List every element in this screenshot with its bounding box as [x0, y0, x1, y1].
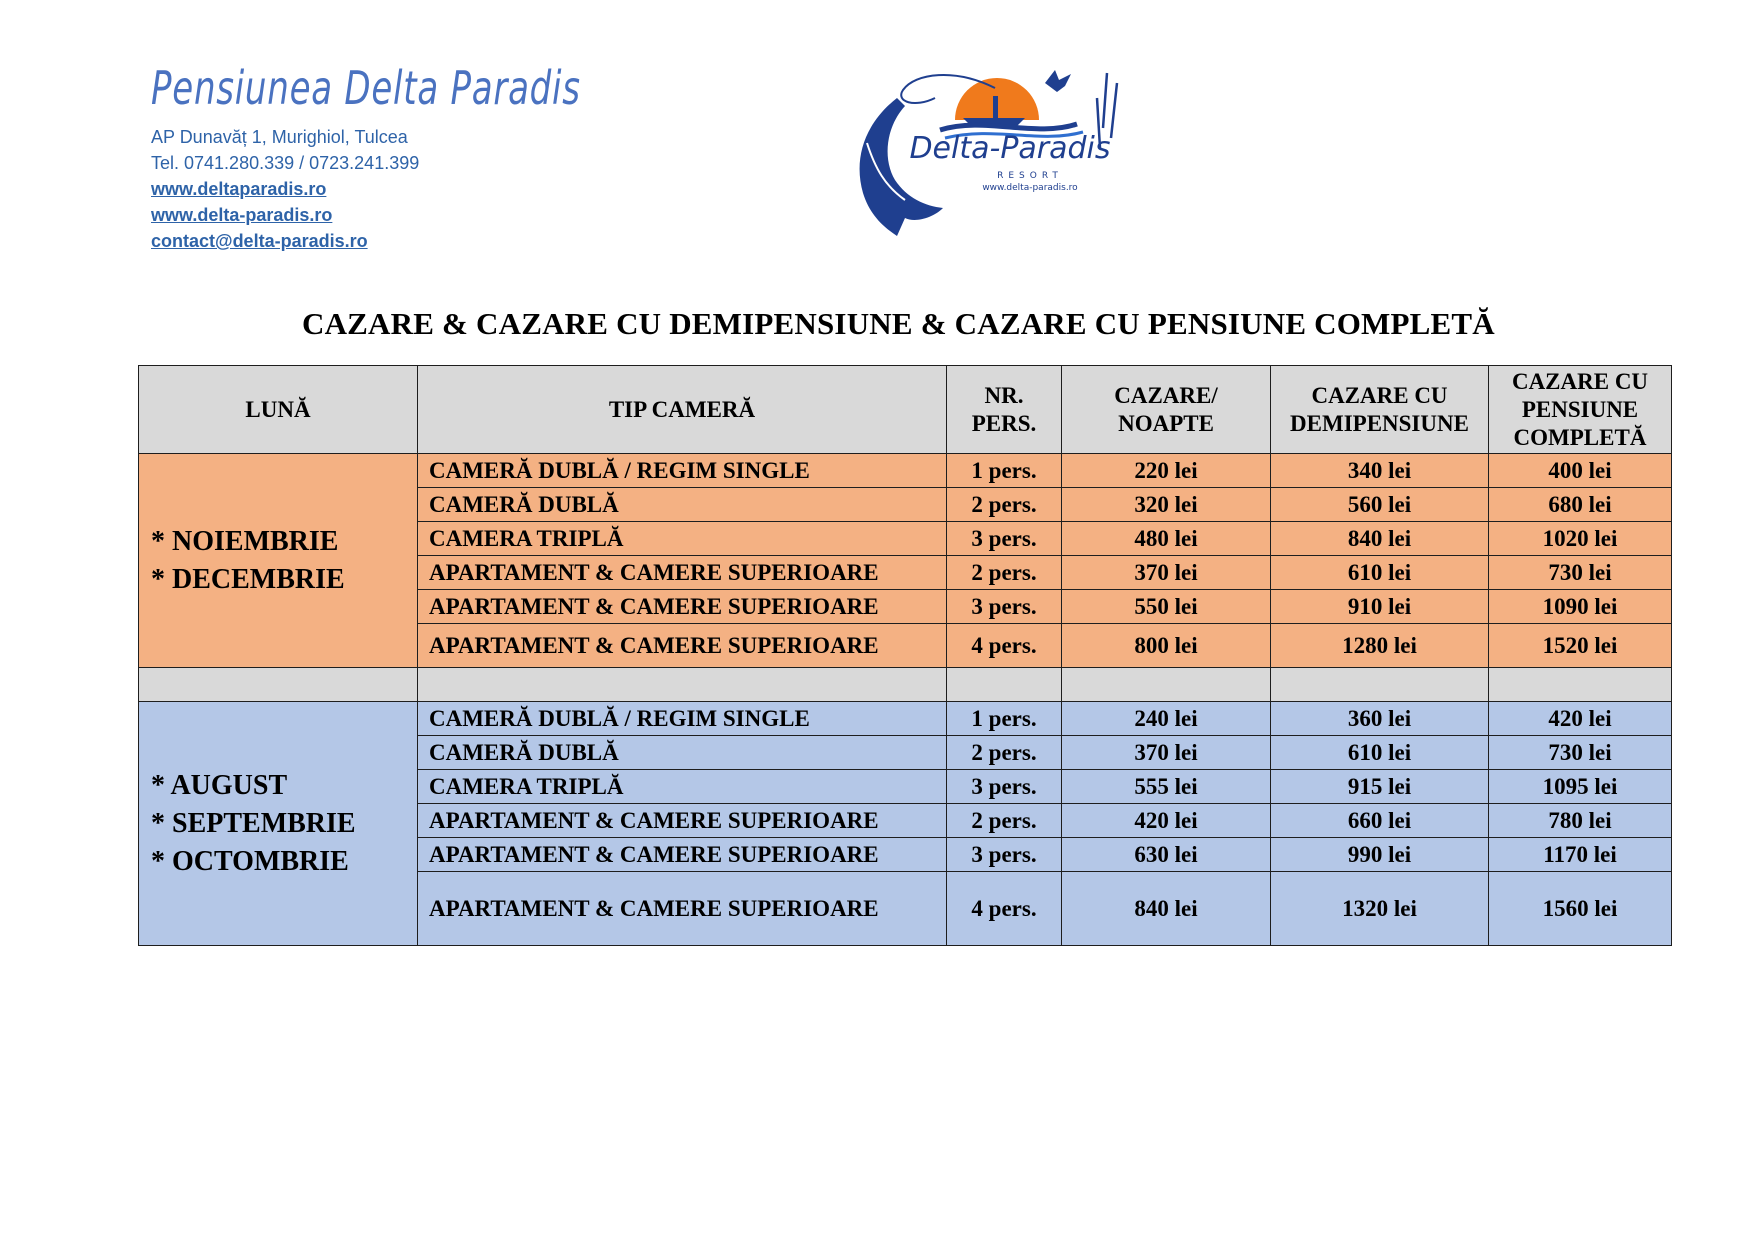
price-night-cell: 555 lei: [1062, 770, 1271, 804]
price-half-cell: 660 lei: [1271, 804, 1489, 838]
price-night-cell: 550 lei: [1062, 590, 1271, 624]
price-night-cell: 220 lei: [1062, 454, 1271, 488]
bird-icon: [1045, 70, 1071, 92]
room-type-cell: CAMERA TRIPLĂ: [418, 770, 947, 804]
persons-cell: 4 pers.: [947, 624, 1062, 668]
table-row: [139, 454, 1672, 488]
spacer-cell: [1489, 668, 1672, 702]
persons-cell: 3 pers.: [947, 838, 1062, 872]
price-half-cell: 1320 lei: [1271, 872, 1489, 946]
price-night-cell: 370 lei: [1062, 736, 1271, 770]
website-link-1[interactable]: www.deltaparadis.ro: [151, 179, 327, 199]
resort-logo: [845, 68, 1150, 238]
spacer-row: [139, 668, 1672, 702]
header-block: [151, 58, 732, 254]
price-night-cell: 370 lei: [1062, 556, 1271, 590]
persons-cell: 2 pers.: [947, 736, 1062, 770]
price-full-cell: 420 lei: [1489, 702, 1672, 736]
room-type-cell: CAMERĂ DUBLĂ / REGIM SINGLE: [418, 454, 947, 488]
room-type-cell: APARTAMENT & CAMERE SUPERIOARE: [418, 838, 947, 872]
persons-cell: 1 pers.: [947, 454, 1062, 488]
spacer-cell: [418, 668, 947, 702]
price-table: [138, 365, 1672, 946]
price-half-cell: 340 lei: [1271, 454, 1489, 488]
spacer-cell: [947, 668, 1062, 702]
contact-info: [151, 124, 732, 254]
room-type-cell: APARTAMENT & CAMERE SUPERIOARE: [418, 624, 947, 668]
header-persons-line-1: NR.: [984, 382, 1024, 408]
price-full-cell: 1170 lei: [1489, 838, 1672, 872]
price-full-cell: 1090 lei: [1489, 590, 1672, 624]
price-night-cell: 800 lei: [1062, 624, 1271, 668]
price-half-cell: 1280 lei: [1271, 624, 1489, 668]
room-type-cell: CAMERĂ DUBLĂ: [418, 736, 947, 770]
price-night-cell: 240 lei: [1062, 702, 1271, 736]
spacer-cell: [1271, 668, 1489, 702]
header-full-line-1: CAZARE CU: [1511, 368, 1649, 394]
header-half-board: [1271, 366, 1489, 454]
price-half-cell: 610 lei: [1271, 736, 1489, 770]
header-full-line-3: COMPLETĂ: [1513, 424, 1647, 450]
fish-icon: [860, 98, 943, 236]
season-1-months: [139, 454, 418, 668]
persons-cell: 3 pers.: [947, 590, 1062, 624]
month-label: * AUGUST: [151, 769, 288, 801]
logo-name: Delta-Paradis: [909, 131, 1111, 166]
persons-cell: 4 pers.: [947, 872, 1062, 946]
price-half-cell: 915 lei: [1271, 770, 1489, 804]
header-persons-line-2: PERS.: [971, 410, 1037, 436]
price-full-cell: 400 lei: [1489, 454, 1672, 488]
brand-name: Pensiunea Delta Paradis: [151, 61, 581, 115]
header-month: LUNĂ: [139, 366, 418, 454]
header-half-line-2: DEMIPENSIUNE: [1290, 410, 1469, 436]
header-full-board: [1489, 366, 1672, 454]
room-type-cell: APARTAMENT & CAMERE SUPERIOARE: [418, 804, 947, 838]
price-half-cell: 560 lei: [1271, 488, 1489, 522]
page-title: CAZARE & CAZARE CU DEMIPENSIUNE & CAZARE CU PENSIUNE COMPLETĂ: [302, 306, 1495, 341]
phone: Tel. 0741.280.339 / 0723.241.399: [151, 153, 420, 173]
month-label: * OCTOMBRIE: [151, 845, 349, 877]
price-full-cell: 730 lei: [1489, 736, 1672, 770]
price-full-cell: 1020 lei: [1489, 522, 1672, 556]
price-full-cell: 680 lei: [1489, 488, 1672, 522]
persons-cell: 3 pers.: [947, 770, 1062, 804]
header-night: [1062, 366, 1271, 454]
header-room-type: TIP CAMERĂ: [418, 366, 947, 454]
price-full-cell: 1560 lei: [1489, 872, 1672, 946]
room-type-cell: CAMERA TRIPLĂ: [418, 522, 947, 556]
month-label: * DECEMBRIE: [151, 563, 345, 595]
spacer-cell: [1062, 668, 1271, 702]
price-night-cell: 320 lei: [1062, 488, 1271, 522]
price-half-cell: 990 lei: [1271, 838, 1489, 872]
room-type-cell: APARTAMENT & CAMERE SUPERIOARE: [418, 556, 947, 590]
room-type-cell: APARTAMENT & CAMERE SUPERIOARE: [418, 590, 947, 624]
price-half-cell: 910 lei: [1271, 590, 1489, 624]
email-link[interactable]: contact@delta-paradis.ro: [151, 231, 368, 251]
price-night-cell: 840 lei: [1062, 872, 1271, 946]
header-half-line-1: CAZARE CU: [1311, 382, 1448, 408]
month-label: * NOIEMBRIE: [151, 525, 339, 557]
price-night-cell: 480 lei: [1062, 522, 1271, 556]
price-half-cell: 840 lei: [1271, 522, 1489, 556]
season-2-months: [139, 702, 418, 946]
room-type-cell: CAMERĂ DUBLĂ / REGIM SINGLE: [418, 702, 947, 736]
price-full-cell: 1520 lei: [1489, 624, 1672, 668]
price-half-cell: 610 lei: [1271, 556, 1489, 590]
header-night-line-1: CAZARE/: [1114, 382, 1218, 408]
header-night-line-2: NOAPTE: [1118, 410, 1214, 436]
room-type-cell: APARTAMENT & CAMERE SUPERIOARE: [418, 872, 947, 946]
room-type-cell: CAMERĂ DUBLĂ: [418, 488, 947, 522]
header-persons: [947, 366, 1062, 454]
month-label: * SEPTEMBRIE: [151, 807, 356, 839]
logo-sub: RESORT: [997, 171, 1063, 181]
price-half-cell: 360 lei: [1271, 702, 1489, 736]
price-full-cell: 780 lei: [1489, 804, 1672, 838]
persons-cell: 2 pers.: [947, 488, 1062, 522]
table-header-row: [139, 366, 1672, 454]
spacer-cell: [139, 668, 418, 702]
persons-cell: 2 pers.: [947, 804, 1062, 838]
price-full-cell: 1095 lei: [1489, 770, 1672, 804]
website-link-2[interactable]: www.delta-paradis.ro: [151, 205, 333, 225]
table-row: [139, 702, 1672, 736]
persons-cell: 1 pers.: [947, 702, 1062, 736]
price-night-cell: 630 lei: [1062, 838, 1271, 872]
logo-url: www.delta-paradis.ro: [982, 183, 1078, 193]
header-full-line-2: PENSIUNE: [1521, 396, 1639, 422]
persons-cell: 3 pers.: [947, 522, 1062, 556]
price-night-cell: 420 lei: [1062, 804, 1271, 838]
price-full-cell: 730 lei: [1489, 556, 1672, 590]
address: AP Dunavăț 1, Murighiol, Tulcea: [151, 127, 408, 147]
persons-cell: 2 pers.: [947, 556, 1062, 590]
